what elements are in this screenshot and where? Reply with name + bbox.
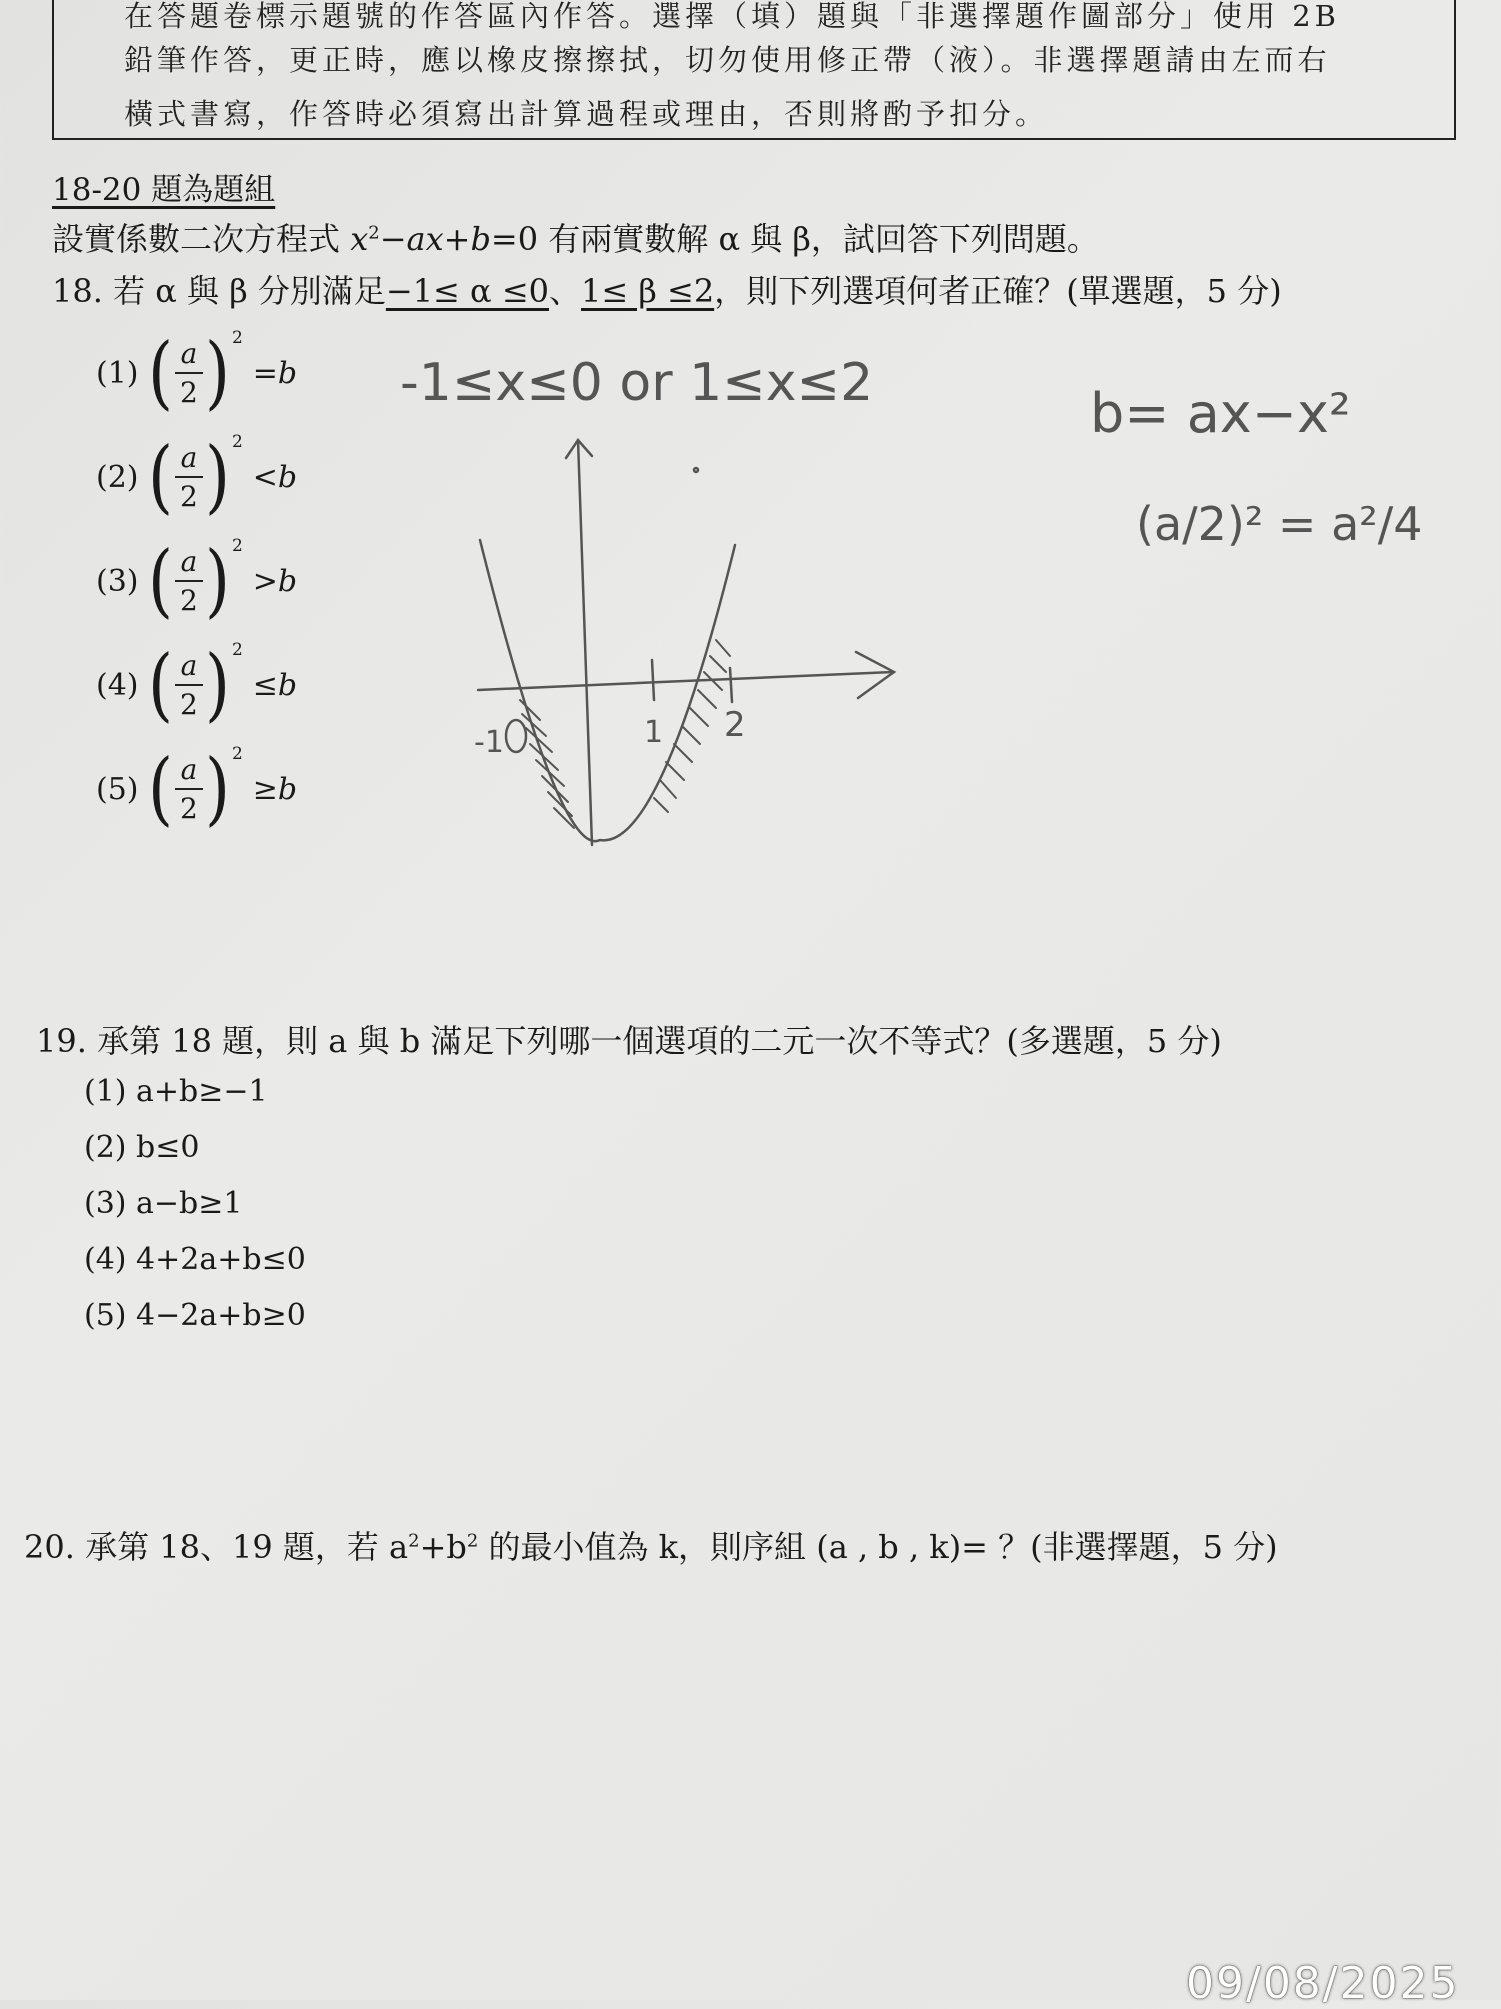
- frac-numerator: a: [180, 544, 198, 578]
- q19-text: 承第 18 題，則 a 與 b 滿足下列哪一個選項的二元一次不等式？(多選題，5 分): [86, 1022, 1222, 1060]
- q18-separator: 、: [548, 272, 581, 310]
- q18-option-3: (3) ( $\frac{a}{2}$ ) 2 >b: [96, 534, 298, 628]
- exponent: 2: [231, 640, 243, 660]
- option-relation: >b: [252, 563, 298, 599]
- q19-option-5: (5) 4−2a+b≥0: [84, 1298, 306, 1333]
- sketch-circle-mark: [506, 720, 526, 752]
- hand-b-equation: b= ax−x²: [1090, 382, 1351, 445]
- q19-stem: [36, 1016, 1222, 1062]
- q18-condition-beta: 1≤ β ≤2: [581, 272, 715, 310]
- option-number: (3): [96, 563, 139, 599]
- intro-prefix: 設實係數二次方程式: [52, 220, 351, 258]
- q20-text-before: 承第 18、19 題，若 a: [74, 1528, 409, 1566]
- q19-option-4: (4) 4+2a+b≤0: [84, 1242, 306, 1277]
- group-heading: 18-20 題為題組: [52, 172, 276, 208]
- q20-sup-a: 2: [408, 1530, 420, 1552]
- sketch-parabola: [480, 540, 735, 841]
- exponent: 2: [231, 328, 243, 348]
- option-relation: ≥b: [252, 771, 298, 807]
- frac-denominator: 2: [180, 584, 198, 617]
- intro-var-x2: x: [425, 220, 444, 258]
- option-number: (4): [96, 667, 139, 703]
- q18-condition-alpha: −1≤ α ≤0: [385, 272, 549, 310]
- option-number: (5): [96, 771, 139, 807]
- hand-frac-equation: (a/2)² = a²/4: [1136, 497, 1423, 551]
- pencil-sketch: [0, 0, 1501, 900]
- q20-stem: [24, 1522, 1278, 1568]
- date-stamp: 09/08/2025: [1186, 1958, 1460, 2009]
- option-relation: <b: [252, 459, 298, 495]
- sketch-tick-1: [652, 660, 654, 700]
- exponent: 2: [231, 536, 243, 556]
- q20-text-mid: +b: [419, 1528, 467, 1566]
- instructions-line-1: 在答題卷標示題號的作答區內作答。選擇（填）題與「非選擇題作圖部分」使用 2B: [124, 0, 1340, 33]
- intro-term-a: −a: [379, 220, 426, 258]
- hand-neg1-label: -1: [474, 725, 504, 760]
- q18-option-2: (2) ( $\frac{a}{2}$ ) 2 <b: [96, 430, 298, 524]
- frac-numerator: a: [180, 440, 198, 474]
- sketch-dot: [694, 468, 698, 472]
- instructions-line-3: 橫式書寫，作答時必須寫出計算過程或理由，否則將酌予扣分。: [124, 97, 1049, 131]
- exponent: 2: [231, 432, 243, 452]
- intro-suffix: =0 有兩實數解 α 與 β，試回答下列問題。: [490, 220, 1099, 258]
- frac-denominator: 2: [180, 792, 198, 825]
- hand-tick-2-label: 2: [724, 705, 746, 745]
- q18-option-4: (4) ( $\frac{a}{2}$ ) 2 ≤b: [96, 638, 298, 732]
- option-number: (2): [96, 459, 139, 495]
- q18-number: 18.: [52, 272, 103, 310]
- frac-denominator: 2: [180, 480, 198, 513]
- exponent: 2: [231, 744, 243, 764]
- frac-denominator: 2: [180, 376, 198, 409]
- q20-sup-b: 2: [466, 1530, 479, 1552]
- option-number: (1): [96, 355, 139, 391]
- frac-numerator: a: [180, 752, 198, 786]
- q18-suffix: ，則下列選項何者正確？(單選題，5 分): [714, 272, 1282, 310]
- q19-option-1: (1) a+b≥−1: [84, 1074, 268, 1109]
- instructions-line-2: 鉛筆作答，更正時，應以橡皮擦擦拭，切勿使用修正帶（液）。非選擇題請由左而右: [124, 43, 1331, 77]
- hand-tick-1-label: 1: [644, 715, 664, 750]
- q19-option-2: (2) b≤0: [84, 1130, 200, 1165]
- q18-prefix: 若 α 與 β 分別滿足: [102, 272, 386, 310]
- sketch-tick-2: [730, 668, 732, 702]
- option-relation: =b: [252, 355, 298, 391]
- frac-denominator: 2: [180, 688, 198, 721]
- q19-option-3: (3) a−b≥1: [84, 1186, 243, 1221]
- option-relation: ≤b: [252, 667, 298, 703]
- sketch-x-axis: [478, 672, 892, 690]
- frac-numerator: a: [180, 336, 198, 370]
- hand-range-note: -1≤x≤0 or 1≤x≤2: [400, 353, 874, 413]
- intro-var-x: x: [350, 220, 369, 258]
- intro-term-b: +b: [443, 220, 491, 258]
- sketch-x-arrow: [856, 652, 894, 698]
- q19-number: 19.: [36, 1022, 87, 1060]
- q18-option-1: (1) ( $\frac{a}{2}$ ) 2 =b: [96, 326, 298, 420]
- q20-number: 20.: [24, 1528, 75, 1566]
- sketch-hatch-right: [654, 640, 730, 812]
- frac-numerator: a: [180, 648, 198, 682]
- q20-text-after: 的最小值為 k，則序組 (a , b , k)= ？(非選擇題，5 分): [478, 1528, 1278, 1566]
- sketch-y-axis: [578, 440, 592, 845]
- intro-text: 設實係數二次方程式 $x^2-ax+b=0$ 有兩實數解 α 與 β，試回答下列問題。: [52, 220, 1099, 258]
- q18-option-5: (5) ( $\frac{a}{2}$ ) 2 ≥b: [96, 742, 298, 836]
